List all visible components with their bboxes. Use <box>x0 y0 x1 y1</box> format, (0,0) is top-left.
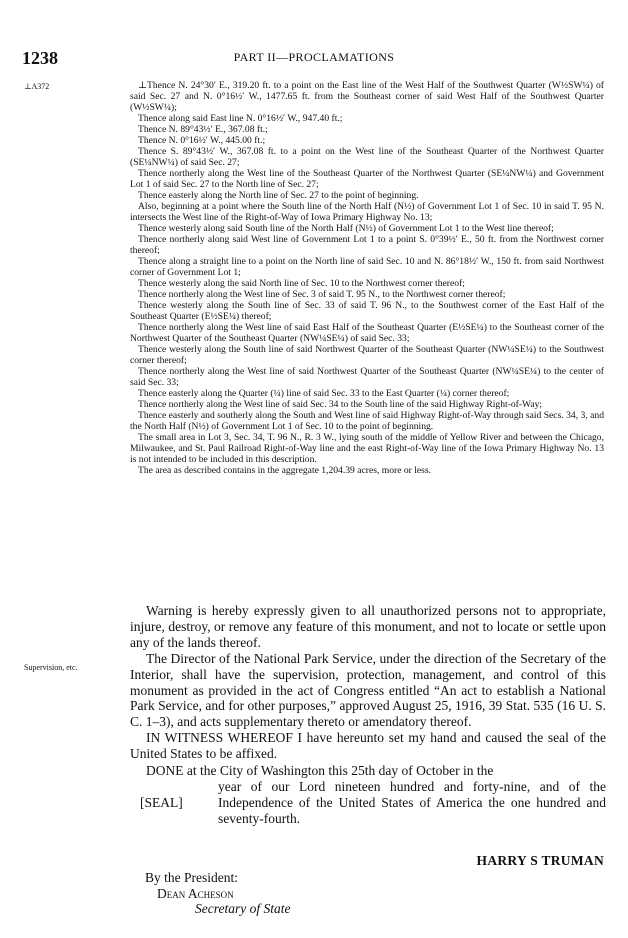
legal-paragraph: Thence westerly along said South line of the North Half (N½) of Government Lot 1 to the West line thereof; <box>138 223 554 234</box>
running-head: PART II—PROCLAMATIONS <box>233 50 395 64</box>
done-clause <box>130 763 606 827</box>
legal-paragraph: Thence along a straight line to a point on the North line of said Sec. 10 and N. 86°18½′ W., 150 ft. from said Northwest corner of Government Lot 1; <box>130 256 604 278</box>
proclamation-body <box>130 603 606 762</box>
legal-paragraph: Also, beginning at a point where the South line of the North Half (N½) of Government Lot 1 of Sec. 10 in said T. 95 N. intersects the West line of the Right-of-Way of Iowa Primary Highway No. 13; <box>130 201 604 223</box>
seal-mark: [SEAL] <box>140 794 183 810</box>
legal-paragraph: The small area in Lot 3, Sec. 34, T. 96 N., R. 3 W., lying south of the middle of Yellow River and between the Chicago, Milwaukee, and St. Paul Railroad Right-of-Way line and the east Right-of-Way line of the Iowa Primary Highway No. 13 is not intended to be included in this description. <box>130 432 604 465</box>
legal-paragraph: Thence along said East line N. 0°16½′ W., 947.40 ft.; <box>138 113 343 124</box>
legal-paragraph: Thence easterly and southerly along the South and West line of said Highway Right-of-Way through said Secs. 34, 3, and the North Half (N½) of Government Lot 1 of Sec. 10 to the point of beginning. <box>130 410 604 432</box>
side-note-supervision: Supervision, etc. <box>24 663 78 672</box>
legal-paragraph: Thence northerly along the West line of the Southeast Quarter of the Northwest Quarter (SE¼NW¼) and Government Lot 1 of said Sec. 27 to the North line of Sec. 27; <box>130 168 604 190</box>
legal-paragraph: Thence N. 0°16½′ W., 445.00 ft.; <box>138 135 266 146</box>
done-first-line: DONE at the City of Washington this 25th day of October in the <box>146 763 494 778</box>
legal-paragraph: Thence easterly along the North line of Sec. 27 to the point of beginning. <box>138 190 419 201</box>
legal-paragraph: Thence S. 89°43½′ W., 367.08 ft. to a point on the West line of the Southeast Quarter of the Northwest Quarter (SE¼NW¼) of said Sec. 27; <box>130 146 604 168</box>
secretary-name: Dean Acheson <box>157 885 234 901</box>
by-the-president: By the President: <box>145 870 238 885</box>
witness-paragraph: IN WITNESS WHEREOF I have hereunto set my hand and caused the seal of the United States to be affixed. <box>130 730 606 762</box>
legal-paragraph: Thence easterly along the Quarter (¼) line of said Sec. 33 to the East Quarter (¼) corner thereof; <box>138 388 510 399</box>
legal-paragraph: ⊥Thence N. 24°30′ E., 319.20 ft. to a point on the East line of the West Half of the Southwest Quarter (W½SW¼) of said Sec. 27 and N. 0°16½′ W., 1477.65 ft. from the Southeast corner of said West Half of the Southwest Quarter (W½SW¼); <box>130 80 604 113</box>
page-number: 1238 <box>22 48 58 68</box>
warning-paragraph: Warning is hereby expressly given to all unauthorized persons not to appropriate, injure, destroy, or remove any feature of this monument, and not to locate or settle upon any of the lands thereof. <box>130 603 606 650</box>
legal-paragraph: Thence northerly along the West line of said Northwest Quarter of the Southeast Quarter (NW¼SE¼) to the center of said Sec. 33; <box>130 366 604 388</box>
legal-paragraph: Thence northerly along said West line of Government Lot 1 to a point S. 0°39½′ E., 50 ft. from the Northwest corner thereof; <box>130 234 604 256</box>
supervision-paragraph: The Director of the National Park Service, under the direction of the Secretary of the Interior, shall have the supervision, protection, management, and control of this monument as provided in the act of Congress entitled “An act to establish a National Park Service, and for other purposes,” approved August 25, 1916, 39 Stat. 535 (16 U. S. C. 1–3), and acts supplementary thereto or amendatory thereof. <box>130 650 606 730</box>
legal-paragraph: Thence westerly along the said North line of Sec. 10 to the Northwest corner thereof; <box>138 278 465 289</box>
margin-reference: ⊥A372 <box>24 82 50 91</box>
legal-paragraph: Thence northerly along the West line of said East Half of the Southeast Quarter (E½SE¼) to the Southeast corner of the Northwest Quarter of the Southeast Quarter (NW¼SE¼) of said Sec. 33; <box>130 322 604 344</box>
legal-paragraph: The area as described contains in the aggregate 1,204.39 acres, more or less. <box>138 465 432 476</box>
legal-paragraph: Thence westerly along the South line of Sec. 33 of said T. 96 N., to the Southwest corner of the East Half of the Southeast Quarter (E½SE¼) thereof; <box>130 300 604 322</box>
legal-description <box>130 80 604 476</box>
signature: HARRY S TRUMAN <box>476 853 604 868</box>
attestation <box>145 870 290 917</box>
legal-paragraph: Thence westerly along the South line of said Northwest Quarter of the Southeast Quarter (NW¼SE¼) to the Southwest corner thereof; <box>130 344 604 366</box>
legal-paragraph: Thence N. 89°43½′ E., 367.08 ft.; <box>138 124 268 135</box>
secretary-title: Secretary of State <box>195 901 291 917</box>
legal-paragraph: Thence northerly along the West line of Sec. 3 of said T. 95 N., to the Northwest corner thereof; <box>138 289 506 300</box>
done-continuation: year of our Lord nineteen hundred and forty-nine, and of the Independence of the United States of America the one hundred and seventy-fourth. <box>218 778 606 826</box>
legal-paragraph: Thence northerly along the West line of said Sec. 34 to the South line of the said Highway Right-of-Way; <box>138 399 543 410</box>
